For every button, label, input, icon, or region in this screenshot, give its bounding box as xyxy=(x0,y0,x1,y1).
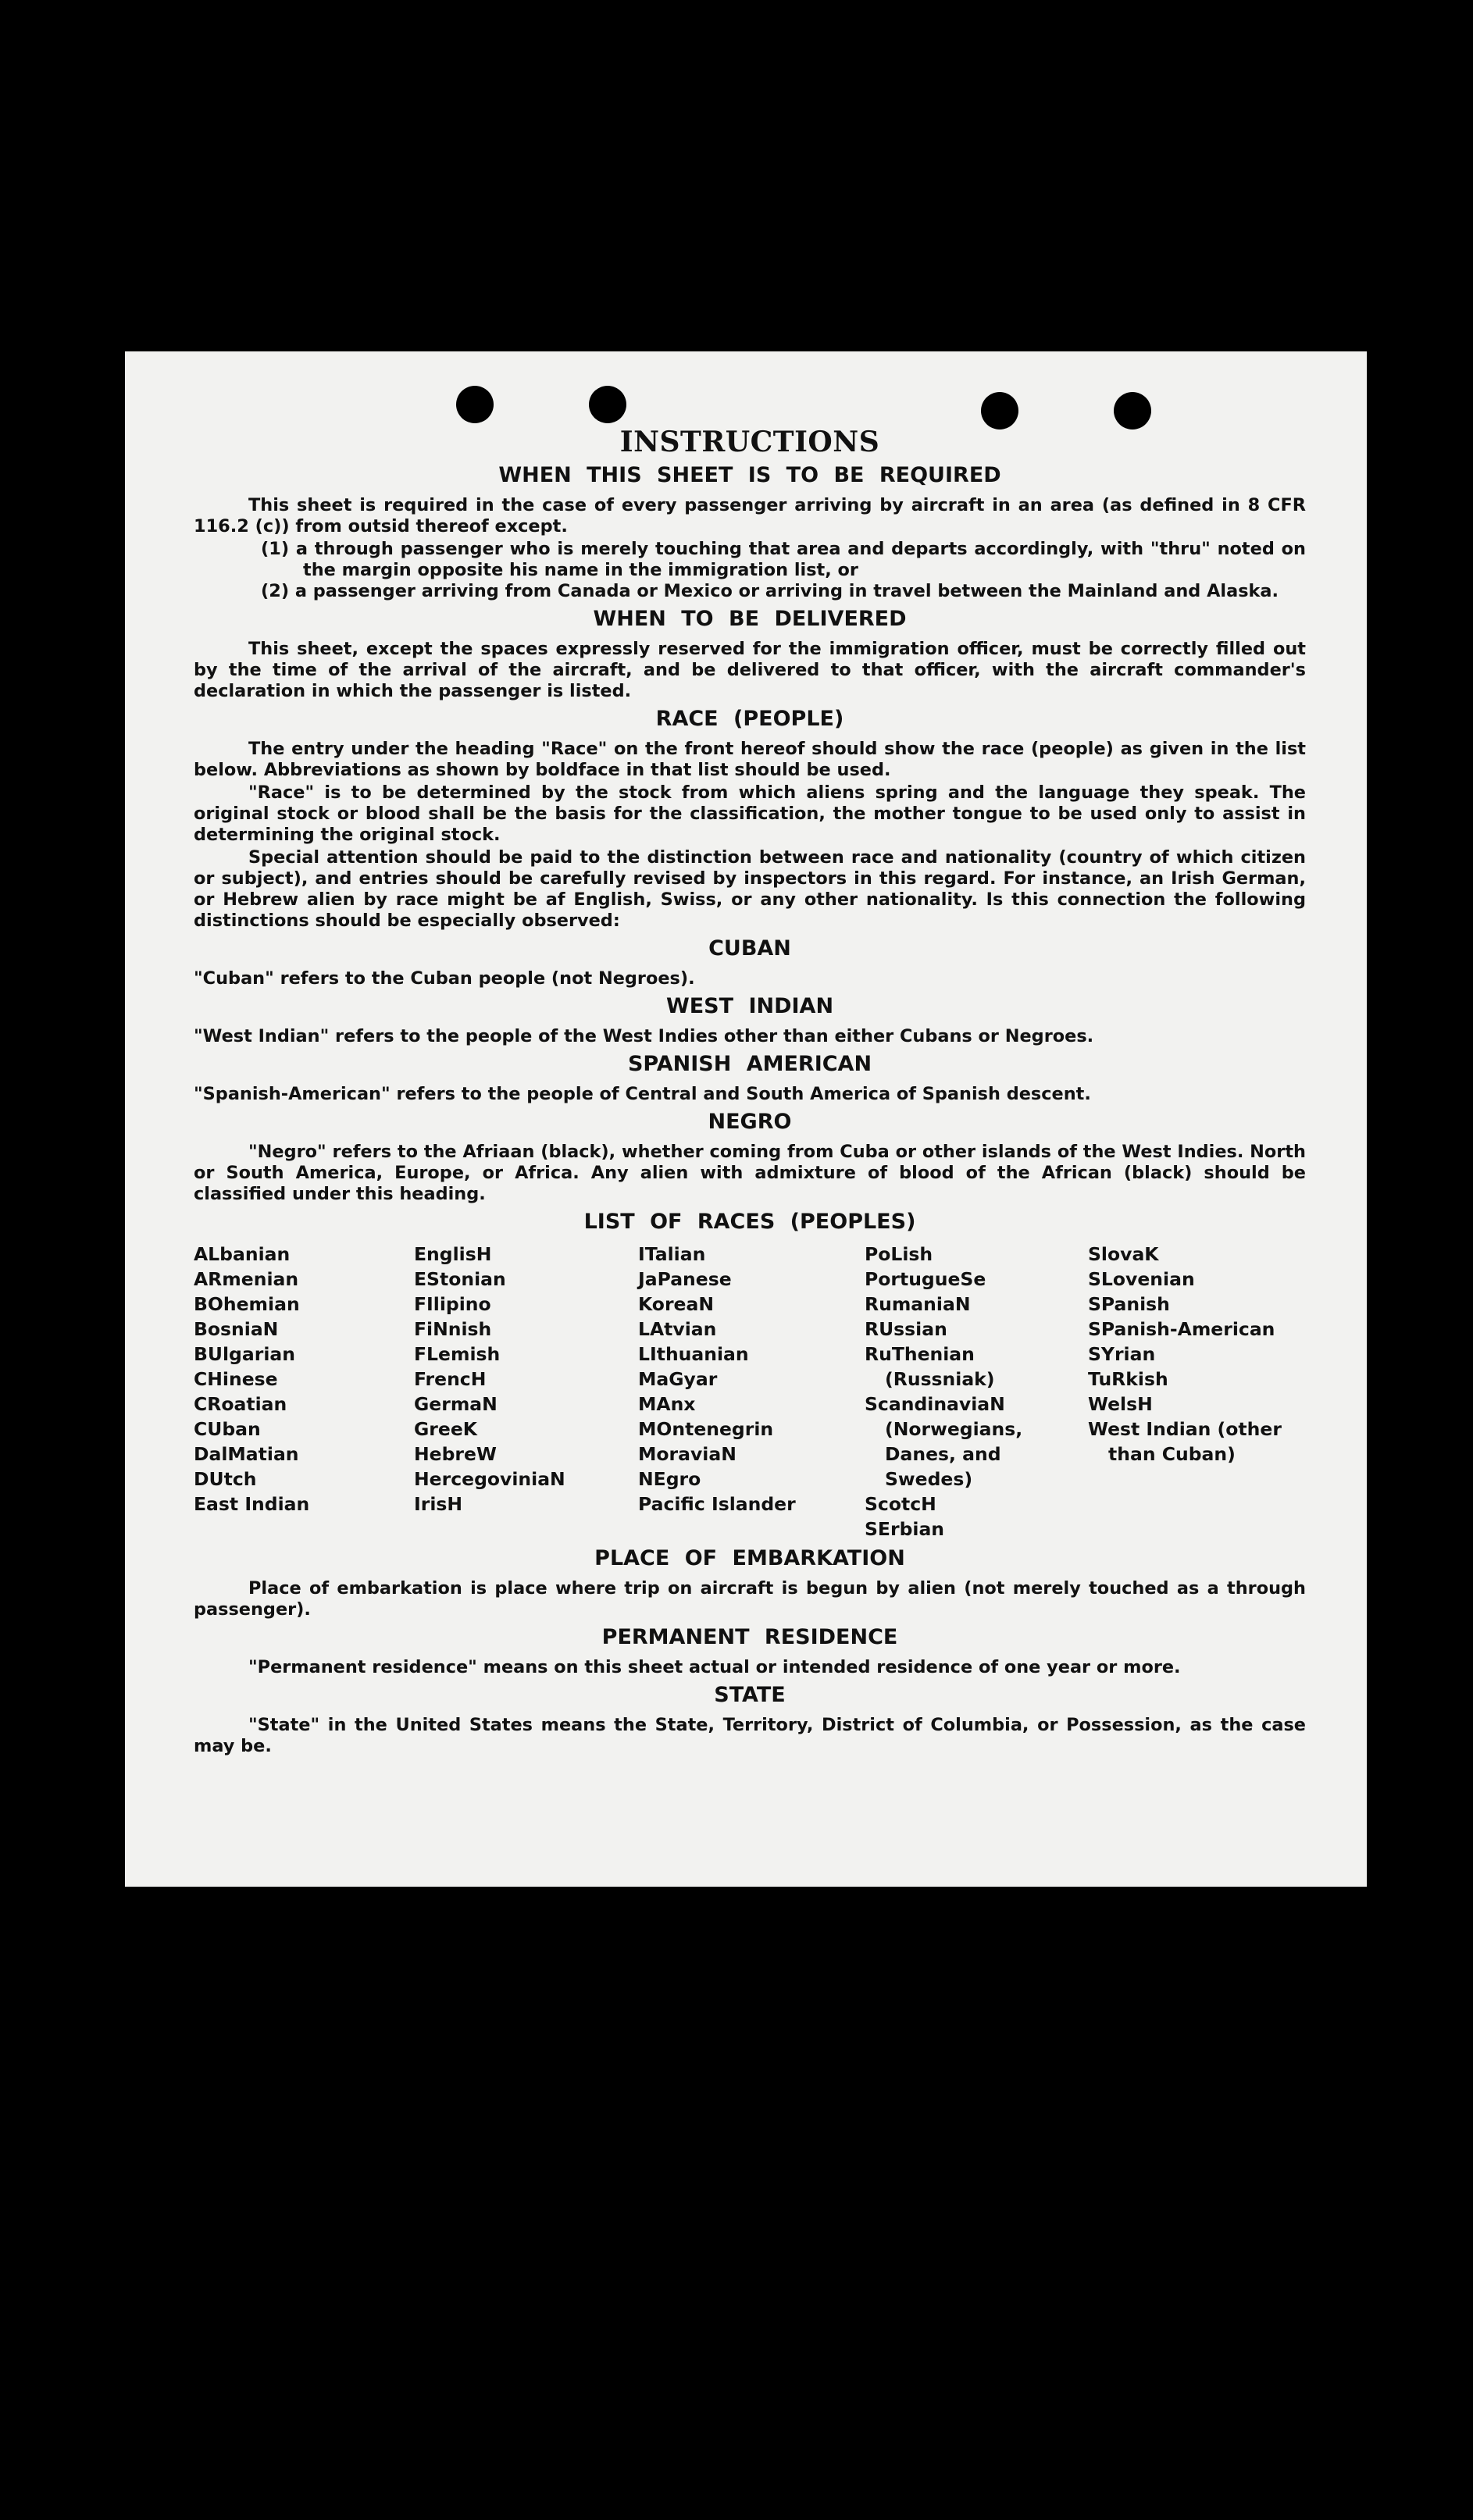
when-required-intro: This sheet is required in the case of every passenger arriving by aircraft in an area (as defined in 8 CFR 116.2 (c)) from outsid thereof except. xyxy=(194,495,1306,536)
race-item: SPanish xyxy=(1088,1293,1170,1315)
punch-hole xyxy=(589,386,626,423)
race-item: PoLish xyxy=(865,1243,933,1265)
race-item: WelsH xyxy=(1088,1393,1153,1415)
race-item: LIthuanian xyxy=(638,1343,749,1365)
race-item: West Indian (other than Cuban) xyxy=(1088,1418,1282,1465)
race-item: LAtvian xyxy=(638,1318,717,1340)
race-paragraph-2: "Race" is to be determined by the stock from which aliens spring and the language they speak. The original stock or blood shall be the basis for the classification, the mother tongue to be used only to assist in determining the original stock. xyxy=(194,782,1306,845)
race-item: RuThenian (Russniak) xyxy=(865,1343,995,1390)
heading-race: RACE (PEOPLE) xyxy=(655,707,844,731)
race-item: MoraviaN xyxy=(638,1443,736,1465)
when-required-item-2: (2) a passenger arriving from Canada or Mexico or arriving in travel between the Mainland and Alaska. xyxy=(261,581,1279,601)
race-item: DalMatian xyxy=(194,1443,299,1465)
heading-permanent-residence: PERMANENT RESIDENCE xyxy=(601,1625,898,1649)
race-item: SLovenian xyxy=(1088,1268,1195,1290)
document-title: INSTRUCTIONS xyxy=(619,426,880,458)
race-item: ScandinaviaN (Norwegians, Danes, and Swedes) xyxy=(865,1393,1023,1490)
race-item: East Indian xyxy=(194,1493,310,1515)
race-item: CRoatian xyxy=(194,1393,287,1415)
race-item: GermaN xyxy=(414,1393,498,1415)
heading-spanish-american: SPANISH AMERICAN xyxy=(627,1052,872,1076)
race-item: MaGyar xyxy=(638,1368,718,1390)
punch-hole xyxy=(456,386,494,423)
cuban-text: "Cuban" refers to the Cuban people (not Negroes). xyxy=(194,968,695,989)
heading-when-required: WHEN THIS SHEET IS TO BE REQUIRED xyxy=(498,463,1001,487)
race-item: ARmenian xyxy=(194,1268,299,1290)
race-paragraph-1: The entry under the heading "Race" on the front hereof should show the race (people) as given in the list below. Abbreviations as shown by boldface in that list should be used. xyxy=(194,739,1306,780)
race-item: SErbian xyxy=(865,1518,945,1540)
west-indian-text: "West Indian" refers to the people of the West Indies other than either Cubans or Negroes. xyxy=(194,1026,1094,1046)
race-item: HebreW xyxy=(414,1443,497,1465)
race-item: BOhemian xyxy=(194,1293,300,1315)
races-column-4 xyxy=(865,1242,1088,1542)
race-item: FrencH xyxy=(414,1368,487,1390)
race-item: Pacific Islander xyxy=(638,1493,796,1515)
heading-negro: NEGRO xyxy=(708,1110,792,1134)
race-item: KoreaN xyxy=(638,1293,714,1315)
when-delivered-text: This sheet, except the spaces expressly reserved for the immigration officer, must be correctly filled out by the time of the arrival of the aircraft, and be delivered to that officer, with the aircraft commander's declaration in which the passenger is listed. xyxy=(194,639,1306,701)
race-paragraph-3: Special attention should be paid to the distinction between race and nationality (country of which citizen or subject), and entries should be carefully revised by inspectors in this regard. For instance, an Irish German, or Hebrew alien by race might be af English, Swiss, or any other nationality. Is this connection the following distinctions should be especially observed: xyxy=(194,847,1306,931)
races-column-2 xyxy=(414,1242,638,1542)
race-item: MAnx xyxy=(638,1393,696,1415)
spanish-american-text: "Spanish-American" refers to the people of Central and South America of Spanish descent. xyxy=(194,1084,1091,1104)
race-item: EnglisH xyxy=(414,1243,492,1265)
race-item: JaPanese xyxy=(638,1268,732,1290)
heading-place-of-embarkation: PLACE OF EMBARKATION xyxy=(594,1546,905,1570)
race-item: MOntenegrin xyxy=(638,1418,774,1440)
heading-state: STATE xyxy=(714,1683,786,1707)
punch-hole xyxy=(981,392,1018,430)
race-item: BUlgarian xyxy=(194,1343,295,1365)
race-item: NEgro xyxy=(638,1468,701,1490)
race-item: TuRkish xyxy=(1088,1368,1168,1390)
race-item: GreeK xyxy=(414,1418,477,1440)
race-item: SlovaK xyxy=(1088,1243,1159,1265)
race-item: ITalian xyxy=(638,1243,706,1265)
races-column-1 xyxy=(194,1242,414,1542)
race-item: DUtch xyxy=(194,1468,257,1490)
race-item: HercegoviniaN xyxy=(414,1468,565,1490)
heading-cuban: CUBAN xyxy=(708,936,791,961)
races-list xyxy=(194,1242,1306,1542)
race-item: FIlipino xyxy=(414,1293,491,1315)
race-item: SYrian xyxy=(1088,1343,1156,1365)
race-item: PortugueSe xyxy=(865,1268,986,1290)
permanent-residence-text: "Permanent residence" means on this sheet actual or intended residence of one year or more. xyxy=(248,1657,1181,1677)
race-item: CUban xyxy=(194,1418,261,1440)
race-item: SPanish-American xyxy=(1088,1318,1275,1340)
race-item: IrisH xyxy=(414,1493,463,1515)
race-item: EStonian xyxy=(414,1268,506,1290)
when-required-item-1: (1) a through passenger who is merely touching that area and departs accordingly, with "thru" noted on the margin opposite his name in the immigration list, or xyxy=(261,539,1306,580)
punch-hole xyxy=(1114,392,1151,430)
heading-west-indian: WEST INDIAN xyxy=(665,994,834,1018)
negro-text: "Negro" refers to the Afriaan (black), whether coming from Cuba or other islands of the West Indies. North or South America, Europe, or Africa. Any alien with admixture of blood of the African (black) should be classified under this heading. xyxy=(194,1142,1306,1204)
race-item: RUssian xyxy=(865,1318,947,1340)
heading-when-delivered: WHEN TO BE DELIVERED xyxy=(593,607,907,631)
race-item: ScotcH xyxy=(865,1493,936,1515)
state-text: "State" in the United States means the State, Territory, District of Columbia, or Possession, as the case may be. xyxy=(194,1715,1306,1756)
race-item: RumaniaN xyxy=(865,1293,971,1315)
heading-list-of-races: LIST OF RACES (PEOPLES) xyxy=(583,1210,916,1234)
races-column-3 xyxy=(638,1242,865,1542)
document-page xyxy=(125,351,1367,1887)
race-item: FLemish xyxy=(414,1343,501,1365)
race-item: ALbanian xyxy=(194,1243,291,1265)
race-item: FiNnish xyxy=(414,1318,492,1340)
race-item: CHinese xyxy=(194,1368,278,1390)
races-column-5 xyxy=(1088,1242,1299,1542)
race-item: BosniaN xyxy=(194,1318,279,1340)
place-of-embarkation-text: Place of embarkation is place where trip on aircraft is begun by alien (not merely touched as a through passenger). xyxy=(194,1578,1306,1620)
